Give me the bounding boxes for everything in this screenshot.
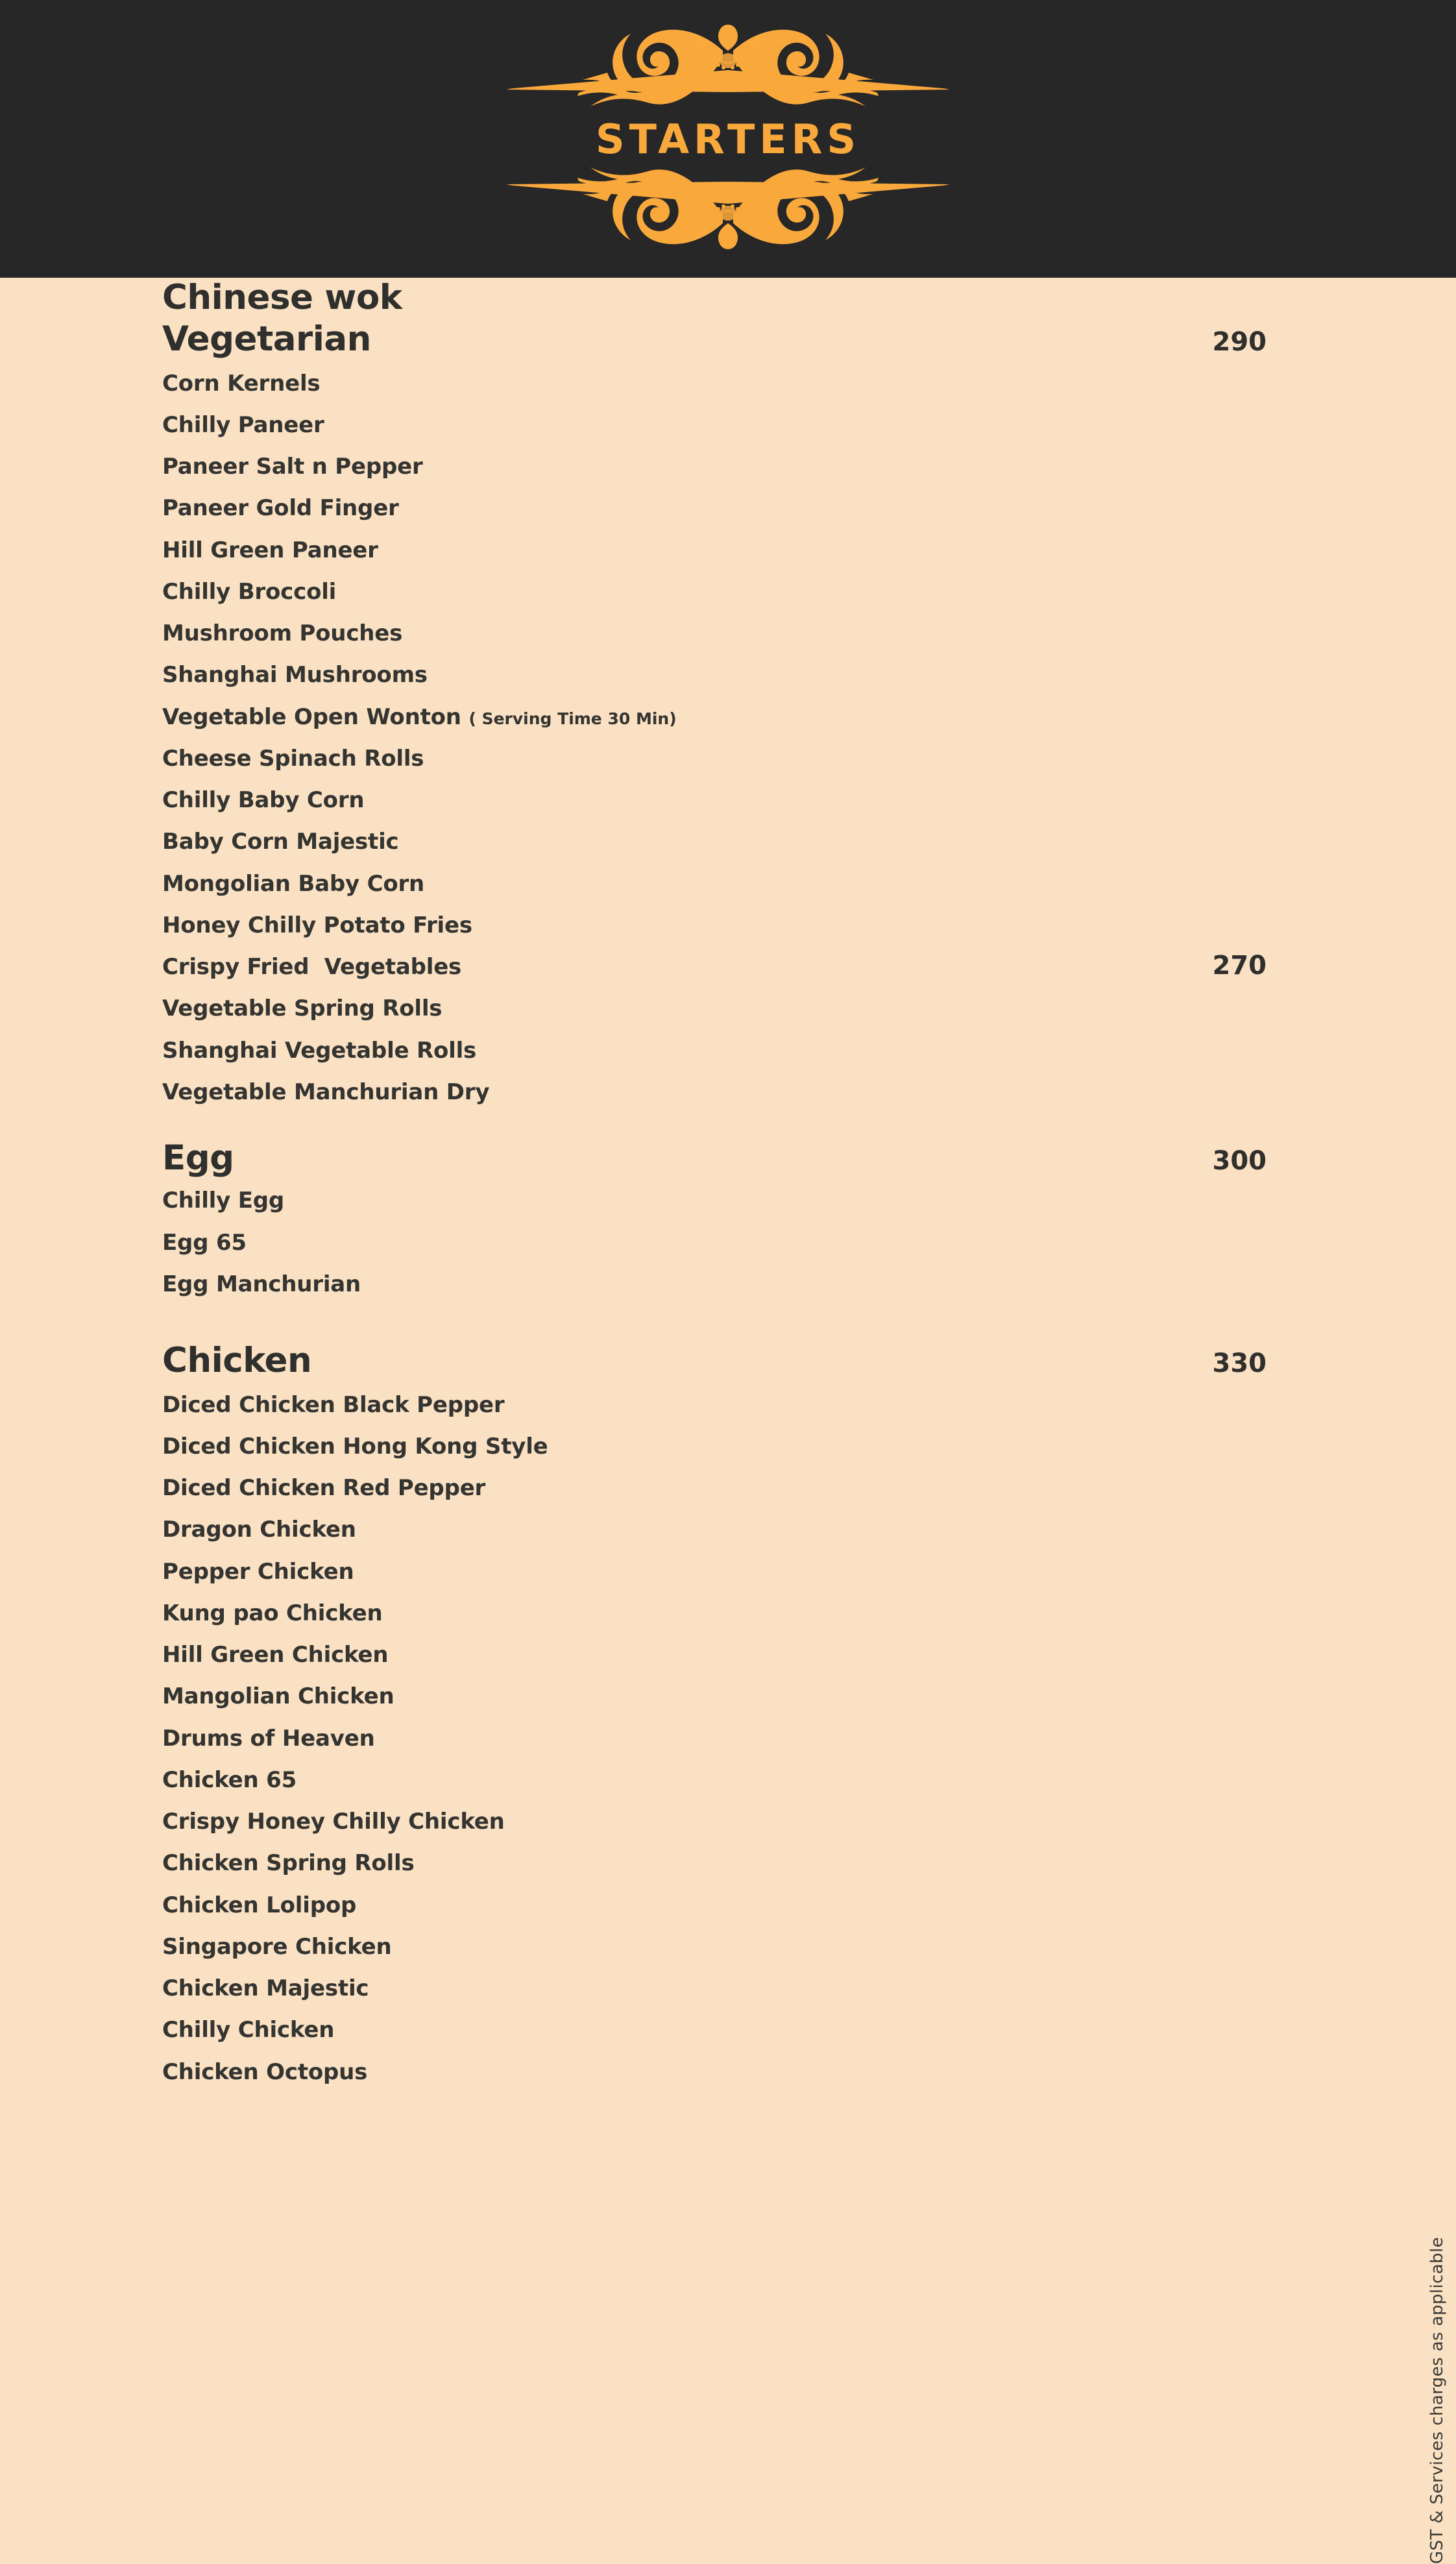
menu-item-name: Chicken 65 [162, 1766, 297, 1793]
menu-item-name: Singapore Chicken [162, 1933, 392, 1960]
menu-item-name: Chicken Lolipop [162, 1892, 357, 1918]
menu-item-row [162, 1509, 1278, 1550]
menu-header-band [0, 0, 1456, 278]
menu-item-name: Egg 65 [162, 1229, 247, 1256]
menu-item-name: Corn Kernels [162, 370, 321, 397]
menu-item-row [162, 1030, 1278, 1071]
menu-item-name: Crispy Fried Vegetables [162, 954, 462, 981]
section-price-chicken: 330 [1212, 1349, 1267, 1379]
menu-item-row [162, 1926, 1278, 1968]
menu-item-row [162, 1071, 1278, 1113]
menu-item-name: Vegetable Manchurian Dry [162, 1079, 490, 1105]
menu-item-name: Crispy Honey Chilly Chicken [162, 1809, 505, 1835]
section-price-vegetarian: 290 [1212, 327, 1267, 358]
menu-item-name: Paneer Gold Finger [162, 495, 399, 522]
legal-note: GST & Services charges as applicable [1427, 2237, 1447, 2564]
section-header-vegetarian [162, 320, 1278, 358]
menu-item-row [162, 1180, 1278, 1221]
menu-item-name: Chilly Broccoli [162, 578, 337, 605]
header-ornament-group [494, 13, 962, 266]
menu-item-note: ( Serving Time 30 Min) [468, 709, 677, 728]
menu-item-name: Mongolian Baby Corn [162, 870, 425, 897]
menu-item-name: Chicken Octopus [162, 2058, 368, 2085]
menu-item-row [162, 2009, 1278, 2051]
menu-item-row [162, 905, 1278, 946]
menu-item-name: Baby Corn Majestic [162, 829, 399, 855]
item-list-vegetarian [162, 363, 1278, 1114]
menu-item-name: Diced Chicken Red Pepper [162, 1475, 486, 1502]
menu-item-name: Chicken Spring Rolls [162, 1850, 415, 1877]
cuisine-title: Chinese wok [162, 278, 402, 317]
menu-item-row [162, 988, 1278, 1029]
menu-item-name: Vegetable Spring Rolls [162, 995, 443, 1022]
item-list-egg [162, 1180, 1278, 1305]
menu-item-row [162, 1634, 1278, 1676]
menu-item-row [162, 1718, 1278, 1759]
menu-item-name: Drums of Heaven [162, 1725, 375, 1752]
menu-item-row [162, 821, 1278, 862]
menu-item-row [162, 530, 1278, 571]
page-title: STARTERS [595, 116, 861, 163]
menu-item-row [162, 1264, 1278, 1305]
menu-item-name: Mushroom Pouches [162, 620, 403, 647]
menu-item-name: Vegetable Open Wonton ( Serving Time 30 Min) [162, 703, 677, 730]
flourish-ornament-bottom-icon [494, 157, 962, 261]
menu-item-row [162, 738, 1278, 779]
menu-item-name: Chicken Majestic [162, 1975, 369, 2002]
menu-item-row [162, 654, 1278, 696]
menu-item-row [162, 696, 1278, 738]
section-price-egg: 300 [1212, 1146, 1267, 1177]
menu-item-row [162, 1426, 1278, 1467]
menu-item-name: Chilly Baby Corn [162, 787, 365, 814]
menu-item-row [162, 1222, 1278, 1264]
menu-item-row [162, 446, 1278, 487]
menu-item-name: Cheese Spinach Rolls [162, 745, 424, 772]
menu-item-row [162, 1384, 1278, 1426]
item-list-chicken [162, 1384, 1278, 2093]
menu-item-name: Shanghai Mushrooms [162, 662, 428, 689]
menu-item-row [162, 404, 1278, 446]
menu-item-row [162, 1551, 1278, 1593]
section-header-egg [162, 1139, 1278, 1177]
menu-item-row [162, 487, 1278, 529]
menu-item-row [162, 1885, 1278, 1926]
menu-item-row [162, 863, 1278, 905]
menu-item-name: Hill Green Chicken [162, 1642, 389, 1668]
menu-item-row [162, 1593, 1278, 1634]
menu-item-name: Diced Chicken Black Pepper [162, 1391, 505, 1418]
menu-item-name: Chilly Egg [162, 1188, 285, 1214]
menu-item-name: Egg Manchurian [162, 1271, 361, 1297]
menu-item-name: Chilly Chicken [162, 2017, 335, 2044]
section-title-vegetarian: Vegetarian [162, 319, 371, 360]
section-title-egg: Egg [162, 1138, 234, 1178]
menu-item-row [162, 946, 1278, 988]
menu-item-row [162, 1467, 1278, 1509]
menu-item-name: Diced Chicken Hong Kong Style [162, 1433, 548, 1459]
menu-item-row [162, 571, 1278, 613]
menu-item-name: Hill Green Paneer [162, 537, 378, 563]
menu-item-row [162, 613, 1278, 654]
menu-item-name: Honey Chilly Potato Fries [162, 912, 472, 938]
menu-item-name: Kung pao Chicken [162, 1600, 383, 1626]
menu-content [162, 279, 1278, 2093]
section-header-chicken [162, 1341, 1278, 1380]
menu-item-name: Dragon Chicken [162, 1517, 356, 1543]
menu-item-name: Shanghai Vegetable Rolls [162, 1037, 477, 1064]
section-secondary-price: 270 [1212, 951, 1267, 981]
menu-item-row [162, 2051, 1278, 2093]
menu-item-row [162, 1842, 1278, 1884]
menu-item-row [162, 1968, 1278, 2009]
menu-item-row [162, 1676, 1278, 1717]
menu-item-row [162, 1801, 1278, 1842]
flourish-ornament-top-icon [494, 13, 962, 117]
menu-item-row [162, 779, 1278, 821]
section-title-chicken: Chicken [162, 1341, 312, 1381]
menu-item-name: Mangolian Chicken [162, 1683, 394, 1710]
menu-item-name: Paneer Salt n Pepper [162, 454, 423, 480]
menu-item-name: Chilly Paneer [162, 411, 324, 438]
menu-item-name: Pepper Chicken [162, 1558, 354, 1585]
menu-item-row [162, 1759, 1278, 1801]
menu-item-row [162, 363, 1278, 404]
